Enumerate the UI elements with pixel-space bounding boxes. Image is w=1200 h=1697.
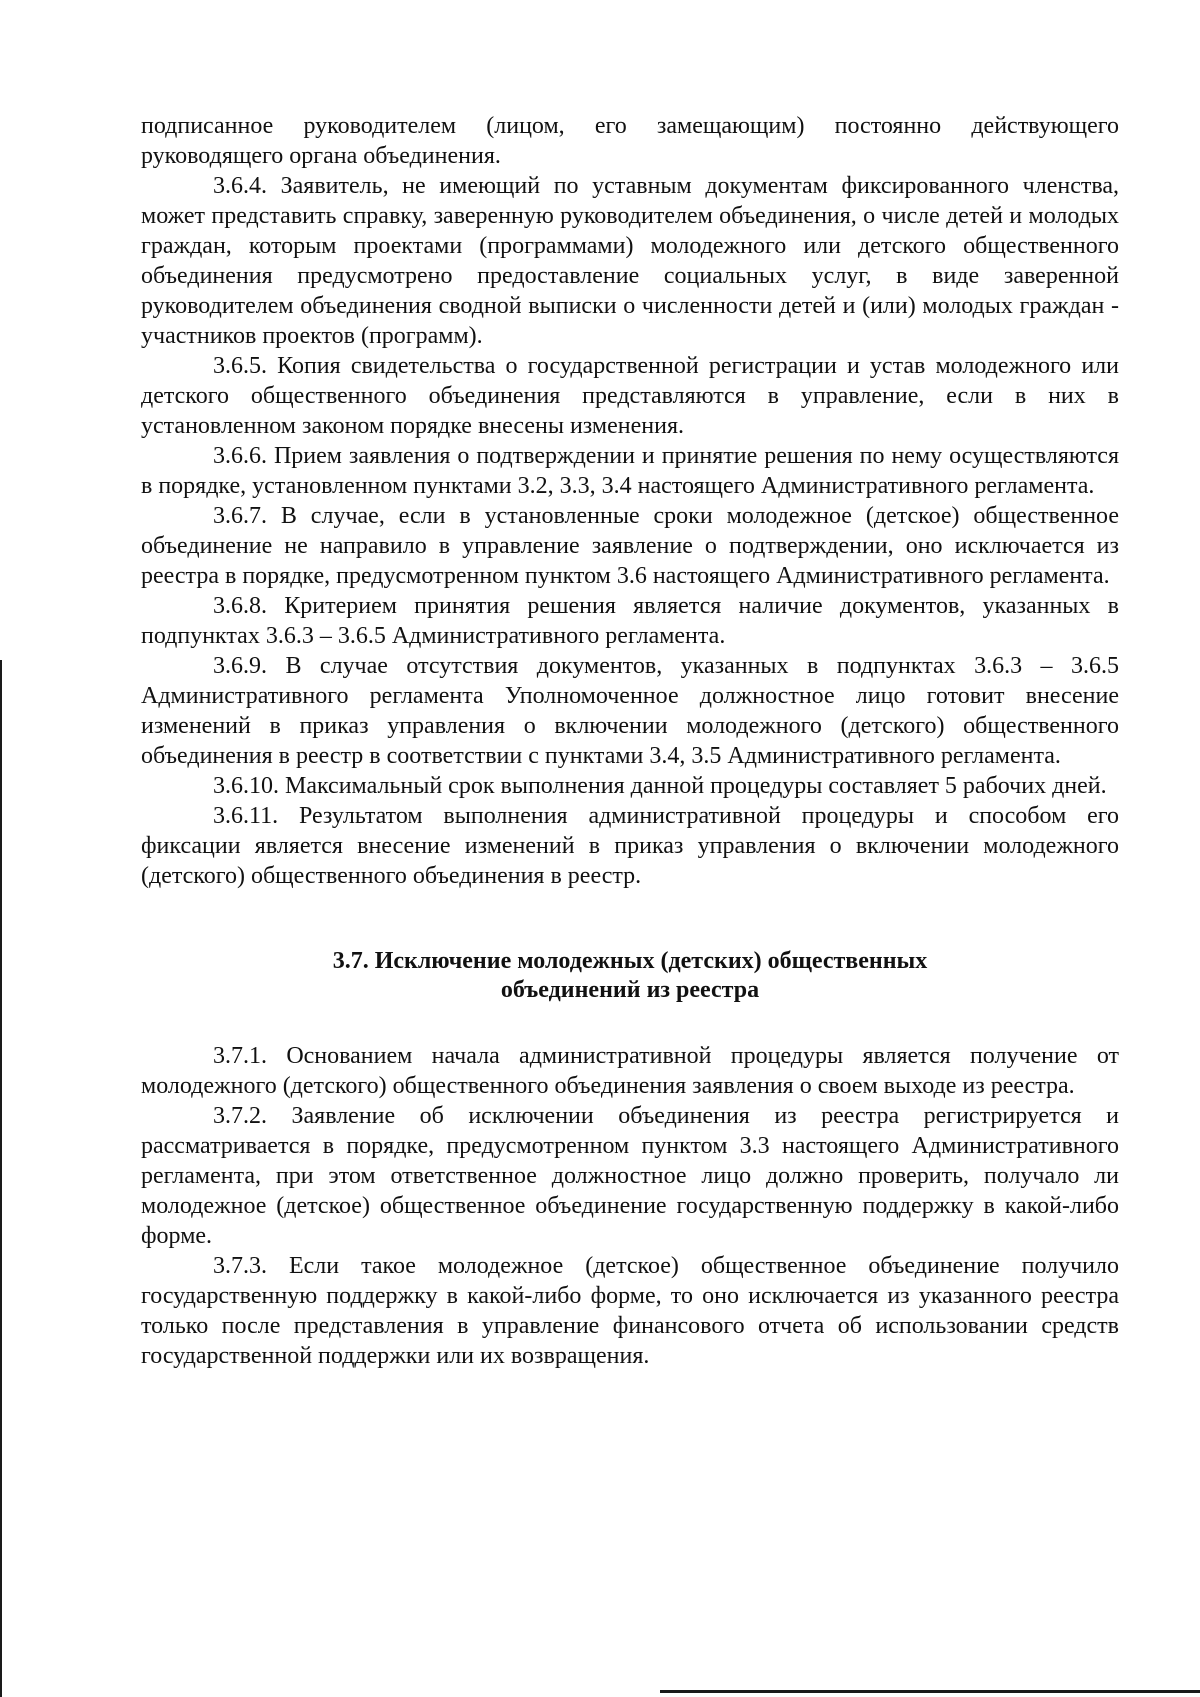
paragraph-3-7-2: 3.7.2. Заявление об исключении объединения из реестра регистрируется и рассматривается в порядке, предусмотренном пунктом 3.3 настоящего Административного регламента, при этом ответственное должностное лицо должно проверить, получало ли молодежное (детское) общественное объединение государственную поддержку в какой-либо форме. xyxy=(141,1103,1119,1249)
scan-bottom-edge xyxy=(660,1690,1200,1693)
paragraph-3-6-8: 3.6.8. Критерием принятия решения является наличие документов, указанных в подпунктах 3.6.3 – 3.6.5 Административного регламента. xyxy=(141,593,1119,649)
section-heading-line-2: объединений из реестра xyxy=(500,977,760,1003)
paragraph-3-6-7: 3.6.7. В случае, если в установленные сроки молодежное (детское) общественное объединение не направило в управление заявление о подтверждении, оно исключается из реестра в порядке, предусмотренном пунктом 3.6 настоящего Административного регламента. xyxy=(141,503,1119,589)
paragraph-3-6-4: 3.6.4. Заявитель, не имеющий по уставным документам фиксированного членства, может представить справку, заверенную руководителем объединения, о числе детей и молодых граждан, которым проектами (программами) молодежного или детского общественного объединения предусмотрено предоставление социальных услуг, в виде заверенной руководителем объединения сводной выписки о численности детей и (или) молодых граждан - участников проектов (программ). xyxy=(141,173,1119,349)
paragraph-continuation: подписанное руководителем (лицом, его замещающим) постоянно действующего руководящего органа объединения. xyxy=(141,113,1119,169)
document-page xyxy=(141,111,1119,1371)
scan-left-edge xyxy=(0,660,2,1697)
section-heading-line-1: 3.7. Исключение молодежных (детских) общественных xyxy=(332,948,928,974)
paragraph-3-6-5: 3.6.5. Копия свидетельства о государственной регистрации и устав молодежного или детского общественного объединения представляются в управление, если в них в установленном законом порядке внесены изменения. xyxy=(141,353,1119,439)
paragraph-3-6-10: 3.6.10. Максимальный срок выполнения данной процедуры составляет 5 рабочих дней. xyxy=(213,773,1107,799)
paragraph-3-7-3: 3.7.3. Если такое молодежное (детское) общественное объединение получило государственную поддержку в какой-либо форме, то оно исключается из указанного реестра только после представления в управление финансового отчета об использовании средств государственной поддержки или их возвращения. xyxy=(141,1253,1119,1369)
paragraph-3-6-6: 3.6.6. Прием заявления о подтверждении и принятие решения по нему осуществляются в порядке, установленном пунктами 3.2, 3.3, 3.4 настоящего Административного регламента. xyxy=(141,443,1119,499)
paragraph-3-6-11: 3.6.11. Результатом выполнения административной процедуры и способом его фиксации является внесение изменений в приказ управления о включении молодежного (детского) общественного объединения в реестр. xyxy=(141,803,1119,889)
paragraph-3-7-1: 3.7.1. Основанием начала административной процедуры является получение от молодежного (детского) общественного объединения заявления о своем выходе из реестра. xyxy=(141,1043,1119,1099)
section-heading-3-7 xyxy=(141,947,1119,1005)
paragraph-3-6-9: 3.6.9. В случае отсутствия документов, указанных в подпунктах 3.6.3 – 3.6.5 Административного регламента Уполномоченное должностное лицо готовит внесение изменений в приказ управления о включении молодежного (детского) общественного объединения в реестр в соответствии с пунктами 3.4, 3.5 Административного регламента. xyxy=(141,653,1119,769)
